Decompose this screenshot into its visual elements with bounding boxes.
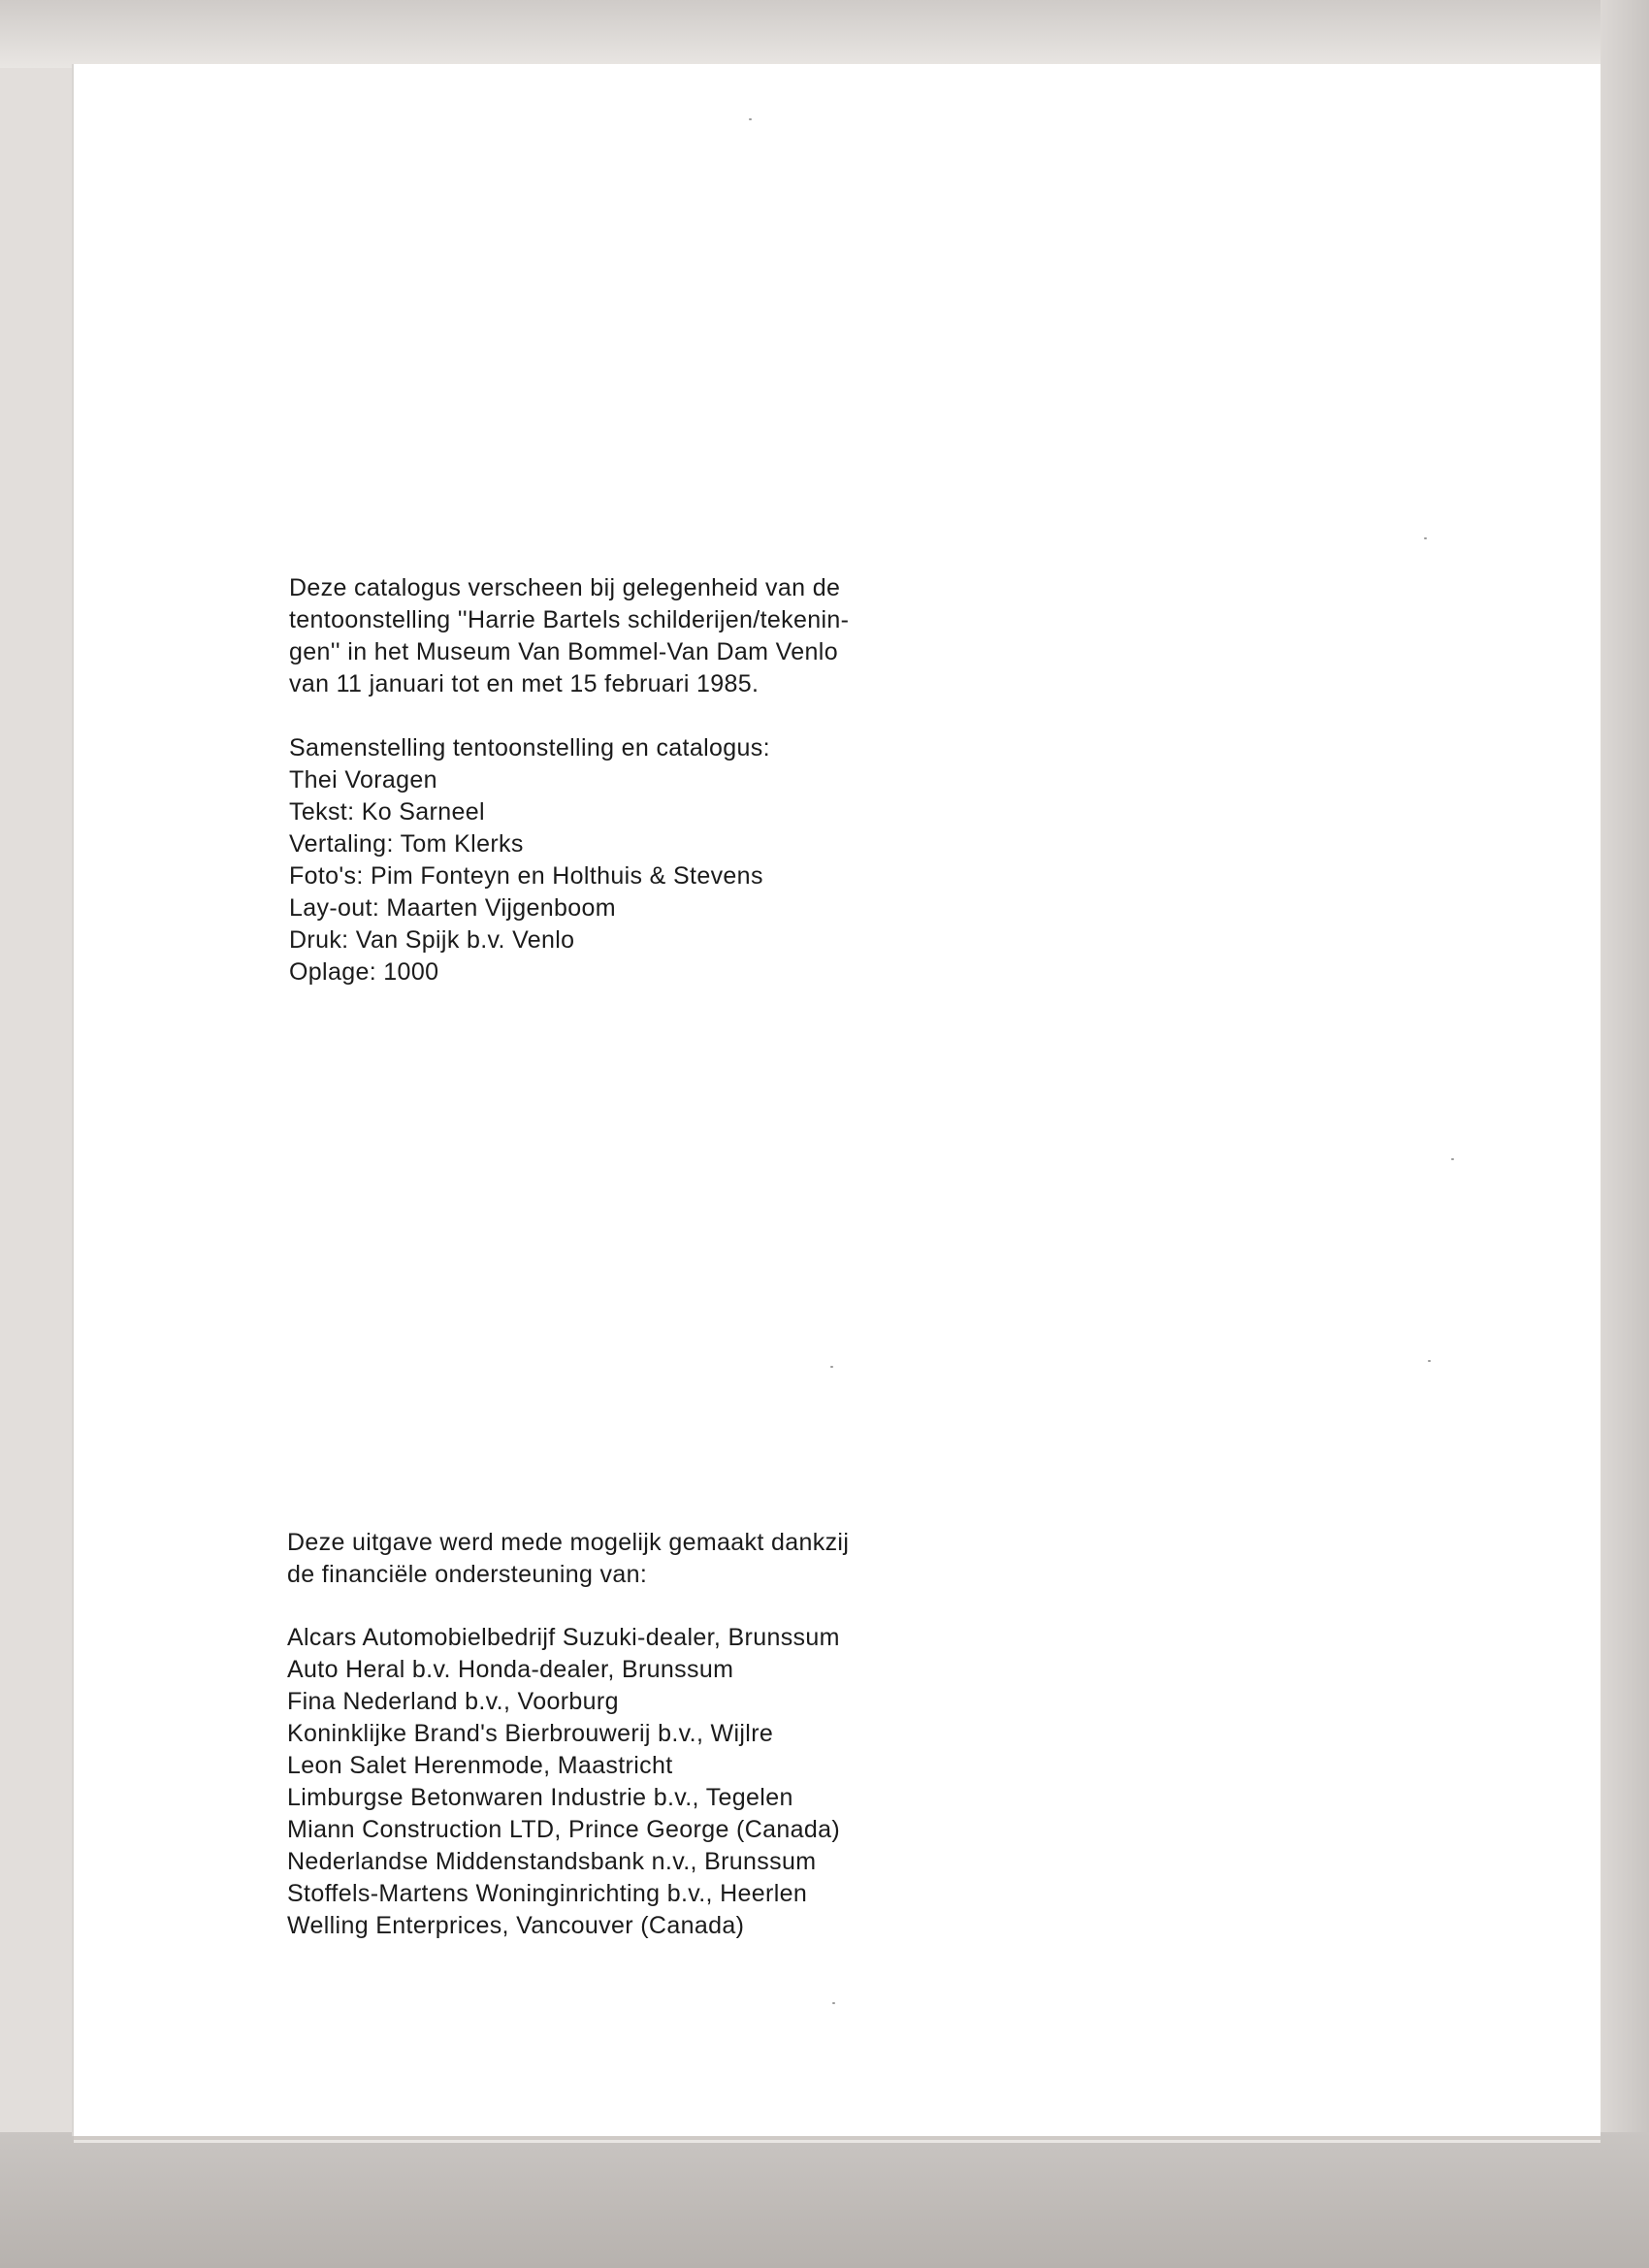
- sponsor-item: Miann Construction LTD, Prince George (Canada): [287, 1816, 841, 1843]
- scan-background-bottom: [0, 2132, 1649, 2268]
- paper-speck: [1451, 1158, 1454, 1160]
- paper-speck: [1424, 537, 1427, 539]
- paper-speck: [1428, 1360, 1431, 1362]
- intro-line: Deze catalogus verscheen bij gelegenheid van de: [289, 574, 841, 601]
- sponsor-item: Leon Salet Herenmode, Maastricht: [287, 1752, 673, 1779]
- credits-line: Tekst: Ko Sarneel: [289, 798, 485, 826]
- thanks-line: Deze uitgave werd mede mogelijk gemaakt dankzij: [287, 1529, 850, 1556]
- colophon-intro: [289, 572, 849, 700]
- intro-line: van 11 januari tot en met 15 februari 1985.: [289, 670, 760, 697]
- catalogue-page: [74, 64, 1600, 2136]
- credits-line: Druk: Van Spijk b.v. Venlo: [289, 926, 575, 954]
- sponsor-item: Alcars Automobielbedrijf Suzuki-dealer, Brunssum: [287, 1624, 840, 1651]
- sponsor-item: Nederlandse Middenstandsbank n.v., Brunssum: [287, 1848, 817, 1875]
- sponsor-item: Welling Enterprices, Vancouver (Canada): [287, 1912, 745, 1939]
- sponsor-item: Stoffels-Martens Woninginrichting b.v., Heerlen: [287, 1880, 808, 1907]
- thanks-line: de financiële ondersteuning van:: [287, 1561, 648, 1588]
- credits-line: Foto's: Pim Fonteyn en Holthuis & Stevens: [289, 862, 763, 890]
- colophon-credits: [289, 732, 770, 988]
- intro-line: tentoonstelling ''Harrie Bartels schilderijen/tekenin-: [289, 606, 850, 633]
- credits-line: Thei Voragen: [289, 766, 437, 794]
- sponsor-item: Fina Nederland b.v., Voorburg: [287, 1688, 619, 1715]
- credits-line: Vertaling: Tom Klerks: [289, 830, 524, 858]
- sponsor-list: [287, 1622, 840, 1942]
- sponsor-item: Auto Heral b.v. Honda-dealer, Brunssum: [287, 1656, 734, 1683]
- paper-speck: [830, 1366, 833, 1368]
- paper-speck: [749, 118, 752, 120]
- credits-line: Lay-out: Maarten Vijgenboom: [289, 894, 616, 922]
- credits-line: Oplage: 1000: [289, 958, 439, 986]
- sponsor-item: Koninklijke Brand's Bierbrouwerij b.v., Wijlre: [287, 1720, 774, 1747]
- credits-line: Samenstelling tentoonstelling en catalogus:: [289, 734, 770, 761]
- scan-background-top: [0, 0, 1649, 68]
- intro-line: gen'' in het Museum Van Bommel-Van Dam Venlo: [289, 638, 838, 665]
- paper-speck: [832, 2002, 835, 2004]
- sponsor-intro: [287, 1527, 849, 1591]
- scan-background-right: [1600, 0, 1649, 2268]
- sponsor-item: Limburgse Betonwaren Industrie b.v., Tegelen: [287, 1784, 793, 1811]
